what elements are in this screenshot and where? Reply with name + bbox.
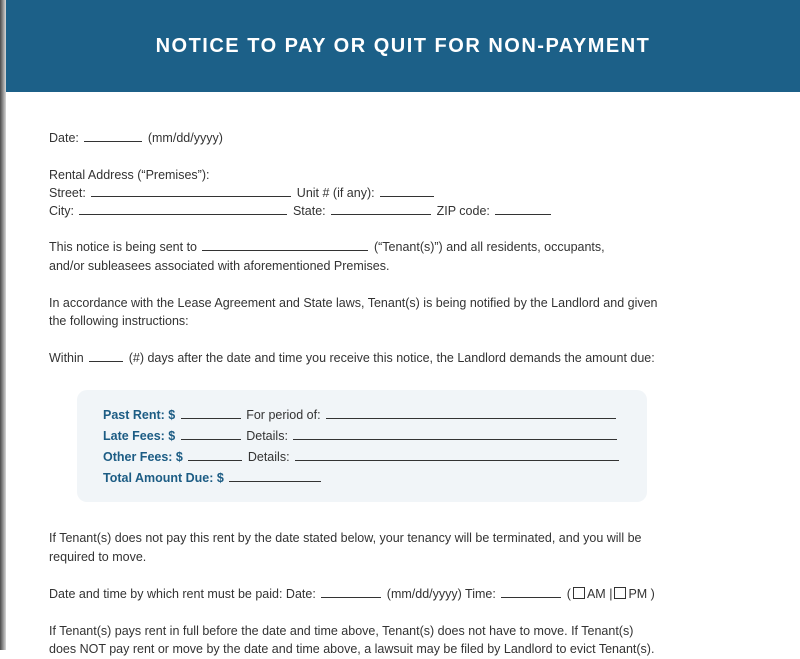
am-checkbox[interactable] <box>573 587 585 599</box>
final-line2: does NOT pay rent or move by the date and time above, a lawsuit may be filed by Landlord to evict Tenant(s). <box>49 642 655 656</box>
pm-checkbox[interactable] <box>614 587 626 599</box>
state-field[interactable] <box>331 202 431 215</box>
late-fees-row: Late Fees: $ Details: <box>103 427 619 443</box>
accordance-line2: the following instructions: <box>49 314 189 328</box>
total-row: Total Amount Due: $ <box>103 469 323 485</box>
deadline-time-field[interactable] <box>501 585 561 598</box>
late-fees-field[interactable] <box>181 427 241 440</box>
document-title: NOTICE TO PAY OR QUIT FOR NON-PAYMENT <box>155 34 651 57</box>
viewer-edge <box>0 0 6 650</box>
other-fees-field[interactable] <box>188 448 242 461</box>
unit-field[interactable] <box>380 184 434 197</box>
date-row: Date: (mm/dd/yyyy) <box>49 131 223 145</box>
past-rent-field[interactable] <box>181 406 241 419</box>
deadline-date-field[interactable] <box>321 585 381 598</box>
total-field[interactable] <box>229 469 321 482</box>
days-field[interactable] <box>89 349 123 362</box>
late-fees-details-field[interactable] <box>293 427 617 440</box>
termination-line1: If Tenant(s) does not pay this rent by the date stated below, your tenancy will be terminated, and you will be <box>49 531 642 545</box>
deadline-row: Date and time by which rent must be paid: Date: (mm/dd/yyyy) Time: ( AM | PM ) <box>49 587 655 601</box>
street-field[interactable] <box>91 184 291 197</box>
other-fees-row: Other Fees: $ Details: <box>103 448 621 464</box>
termination-line2: required to move. <box>49 550 147 564</box>
city-row: City: State: ZIP code: <box>49 202 553 221</box>
notice-sent-row: This notice is being sent to (“Tenant(s)”) and all residents, occupants, <box>49 240 605 254</box>
city-field[interactable] <box>79 202 287 215</box>
document-header <box>6 0 800 92</box>
zip-field[interactable] <box>495 202 551 215</box>
other-fees-details-field[interactable] <box>295 448 619 461</box>
rental-address-heading: Rental Address (“Premises”): <box>49 168 210 182</box>
notice-sent-line2: and/or subleasees associated with aforementioned Premises. <box>49 259 390 273</box>
period-field[interactable] <box>326 406 616 419</box>
street-row: Street: Unit # (if any): <box>49 184 436 203</box>
final-line1: If Tenant(s) pays rent in full before the date and time above, Tenant(s) does not have to move. If Tenant(s) <box>49 624 634 638</box>
amount-due-box <box>77 390 647 502</box>
tenant-name-field[interactable] <box>202 238 368 251</box>
within-row: Within (#) days after the date and time you receive this notice, the Landlord demands the amount due: <box>49 351 655 365</box>
date-field[interactable] <box>84 129 142 142</box>
past-rent-row: Past Rent: $ For period of: <box>103 406 618 422</box>
accordance-line1: In accordance with the Lease Agreement and State laws, Tenant(s) is being notified by the Landlord and given <box>49 296 658 310</box>
